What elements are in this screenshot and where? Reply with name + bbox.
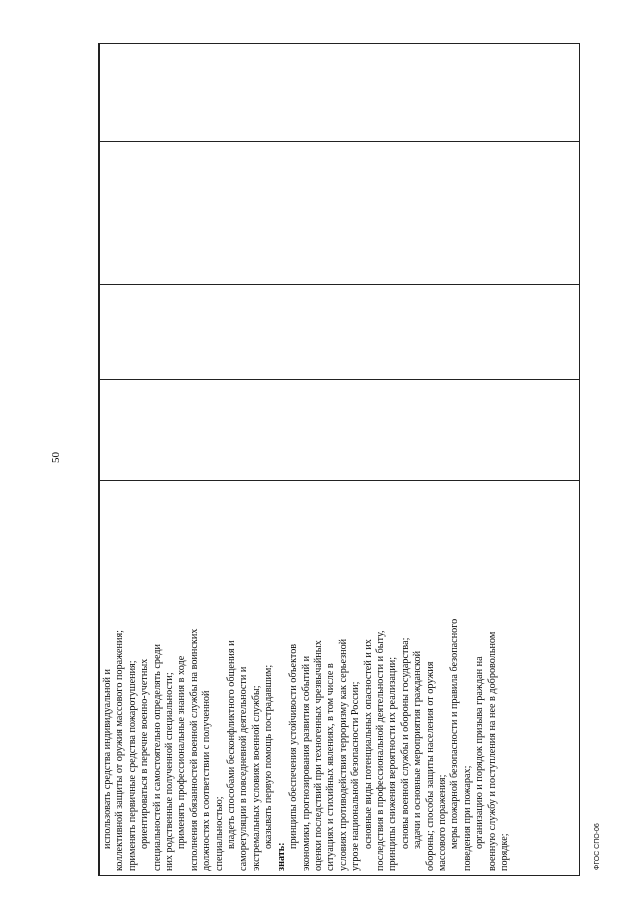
text-line: принципы обеспечения устойчивости объектов	[288, 643, 300, 849]
table-row-divider	[99, 141, 579, 142]
text-line: специальностью;	[213, 796, 225, 871]
document-code: ФГОС СПО-06	[594, 823, 601, 870]
text-line: них родственные полученной специальности;	[164, 672, 176, 871]
text-line: основы военной службы и обороны государства;	[399, 637, 411, 849]
text-line: коллективной защиты от оружия массового поражения;	[114, 630, 126, 871]
text-line: угрозе национальной безопасности России;	[350, 681, 362, 871]
text-line: порядке;	[499, 833, 510, 871]
text-line: задачи и основные мероприятия гражданской	[412, 650, 424, 849]
text-line: владеть способами бесконфликтного общения и	[226, 640, 238, 849]
text-line: экономики, прогнозирования развития событий и	[300, 655, 312, 871]
text-line: оценки последствий при техногенных чрезвычайных	[312, 640, 324, 871]
table-row-divider	[99, 284, 579, 285]
page-number: 50	[50, 452, 62, 464]
text-line: ситуациях и стихийных явлениях, в том числе в	[325, 663, 337, 871]
text-line: исполнения обязанностей военной службы на воинских	[188, 628, 200, 871]
text-line: принципы снижения вероятности их реализации;	[387, 656, 399, 871]
text-line: военную службу и поступления на нее в добровольном	[486, 631, 498, 871]
text-line: должностях в соответствии с полученной	[201, 690, 213, 871]
text-line: поведения при пожарах;	[461, 765, 473, 871]
text-line: меры пожарной безопасности и правила безопасного	[449, 618, 461, 849]
text-line: знать:	[275, 842, 287, 871]
text-line: саморегуляции в повседневной деятельности и	[238, 666, 250, 871]
text-line: организацию и порядок призыва граждан на	[474, 656, 486, 849]
competency-text	[100, 480, 578, 874]
text-line: ориентироваться в перечне военно-учетных	[139, 658, 151, 849]
text-line: экстремальных условиях военной службы;	[250, 685, 262, 871]
table-row-divider	[99, 379, 579, 380]
text-line: специальностей и самостоятельно определять среди	[151, 643, 163, 871]
text-line: применять профессиональные знания в ходе	[176, 655, 188, 849]
text-line: основные виды потенциальных опасностей и их	[362, 639, 374, 849]
competency-cell	[100, 480, 578, 874]
text-line: обороны; способы защиты населения от оружия	[424, 661, 436, 871]
text-line: условиях противодействия терроризму как серьезной	[337, 638, 349, 871]
text-line: последствия в профессиональной деятельности и быту,	[374, 630, 386, 871]
text-line: оказывать первую помощь пострадавшим;	[263, 664, 275, 849]
text-line: применять первичные средства пожаротушения;	[126, 660, 138, 871]
text-line: использовать средства индивидуальной и	[102, 669, 113, 849]
text-line: массового поражения;	[436, 774, 448, 871]
